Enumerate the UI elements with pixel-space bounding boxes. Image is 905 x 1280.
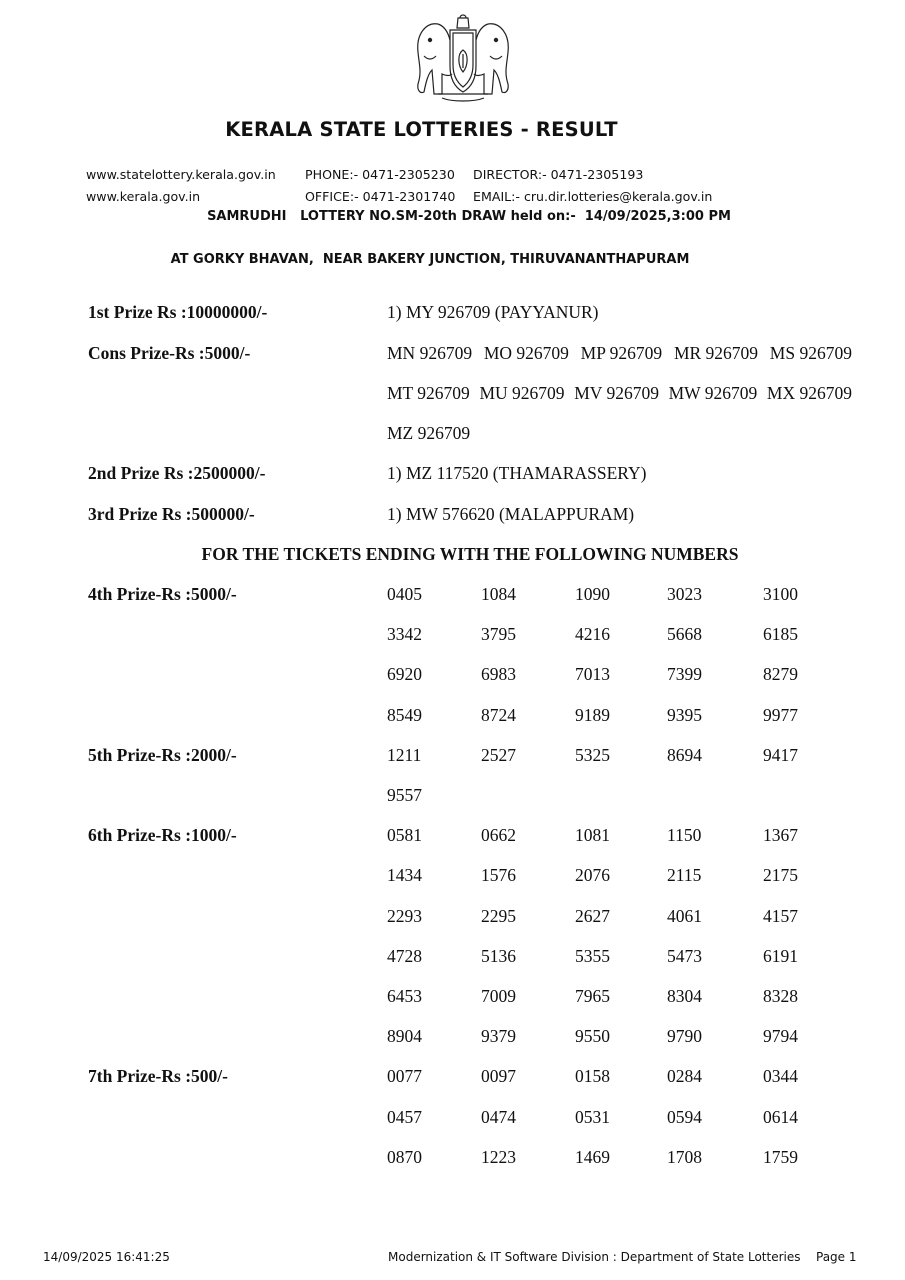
- winning-number: 2076: [575, 865, 610, 886]
- prize-label: 6th Prize-Rs :1000/-: [88, 825, 237, 846]
- winning-number: 4728: [387, 945, 422, 966]
- cons-prize-label: Cons Prize-Rs :5000/-: [88, 343, 251, 363]
- winning-number: 8724: [481, 704, 516, 725]
- cons-ticket-number: MZ 926709: [387, 423, 471, 443]
- draw-info: SAMRUDHI LOTTERY NO.SM-20th DRAW held on:- 14/09/2025,3:00 PM: [207, 209, 731, 224]
- winning-number: 6920: [387, 664, 422, 685]
- winning-number: 2627: [575, 905, 610, 926]
- winning-number: 2293: [387, 905, 422, 926]
- winning-number: 0474: [481, 1106, 516, 1127]
- winning-number: 7965: [575, 986, 610, 1006]
- third-prize-label: 3rd Prize Rs :500000/-: [88, 504, 255, 524]
- footer-division: Modernization & IT Software Division : Department of State Lotteries: [388, 1250, 801, 1264]
- director-number: DIRECTOR:- 0471-2305193: [473, 167, 644, 182]
- winning-number: 0097: [481, 1066, 516, 1087]
- winning-number: 9557: [387, 785, 422, 805]
- website-link[interactable]: www.kerala.gov.in: [86, 189, 201, 204]
- winning-number: 4157: [763, 905, 798, 926]
- winning-number: 0531: [575, 1106, 610, 1127]
- winning-number: 6185: [763, 624, 798, 645]
- winning-number: 7009: [481, 986, 516, 1006]
- winning-number: 3023: [667, 584, 702, 604]
- prize-label: 5th Prize-Rs :2000/-: [88, 744, 237, 765]
- prize-label: 7th Prize-Rs :500/-: [88, 1066, 228, 1087]
- third-prize-value: 1) MW 576620 (MALAPPURAM): [387, 504, 635, 524]
- cons-ticket-number: MS 926709: [769, 343, 852, 363]
- winning-number: 9790: [667, 1026, 702, 1047]
- winning-number: 4216: [575, 624, 610, 645]
- winning-number: 8549: [387, 704, 422, 725]
- winning-number: 9189: [575, 704, 610, 725]
- first-prize-label: 1st Prize Rs :10000000/-: [88, 302, 268, 322]
- winning-number: 0581: [387, 825, 422, 846]
- winning-number: 1576: [481, 865, 516, 886]
- winning-number: 8904: [387, 1026, 422, 1047]
- winning-number: 6453: [387, 986, 422, 1006]
- winning-number: 1084: [481, 584, 516, 604]
- winning-number: 6983: [481, 664, 516, 685]
- winning-number: 0405: [387, 584, 422, 604]
- winning-number: 8279: [763, 664, 798, 685]
- winning-number: 4061: [667, 905, 702, 926]
- cons-prize-row: [387, 343, 852, 364]
- winning-number: 9395: [667, 704, 702, 725]
- cons-ticket-number: MV 926709: [574, 383, 659, 403]
- winning-number: 9550: [575, 1026, 610, 1047]
- winning-number: 0077: [387, 1066, 422, 1087]
- footer-page-number: Page 1: [816, 1250, 857, 1264]
- winning-number: 7013: [575, 664, 610, 685]
- winning-number: 0870: [387, 1146, 422, 1167]
- winning-number: 5473: [667, 945, 702, 966]
- winning-number: 5355: [575, 945, 610, 966]
- winning-number: 1367: [763, 825, 798, 846]
- cons-ticket-number: MX 926709: [766, 383, 852, 403]
- winning-number: 0594: [667, 1106, 702, 1127]
- winning-number: 6191: [763, 945, 798, 966]
- footer-timestamp: 14/09/2025 16:41:25: [43, 1250, 170, 1264]
- winning-number: 5668: [667, 624, 702, 645]
- winning-number: 0614: [763, 1106, 798, 1127]
- winning-number: 1211: [387, 744, 422, 765]
- winning-number: 7399: [667, 664, 702, 685]
- winning-number: 2115: [667, 865, 702, 886]
- winning-number: 9379: [481, 1026, 516, 1047]
- winning-number: 0344: [763, 1066, 798, 1087]
- cons-ticket-number: MU 926709: [479, 383, 565, 403]
- cons-ticket-number: MP 926709: [580, 343, 663, 363]
- first-prize-value: 1) MY 926709 (PAYYANUR): [387, 302, 599, 322]
- cons-ticket-number: MW 926709: [668, 383, 758, 403]
- cons-prize-row: [387, 423, 852, 444]
- winning-number: 8304: [667, 986, 702, 1006]
- winning-number: 3795: [481, 624, 516, 645]
- winning-number: 5136: [481, 945, 516, 966]
- office-number: OFFICE:- 0471-2301740: [305, 189, 456, 204]
- kerala-emblem-icon: [408, 10, 518, 108]
- cons-prize-row: [387, 383, 852, 404]
- website-link[interactable]: www.statelottery.kerala.gov.in: [86, 167, 276, 182]
- prize-label: 4th Prize-Rs :5000/-: [88, 584, 237, 604]
- winning-number: 0662: [481, 825, 516, 846]
- winning-number: 1434: [387, 865, 422, 886]
- page-title: KERALA STATE LOTTERIES - RESULT: [225, 118, 618, 141]
- winning-number: 3342: [387, 624, 422, 645]
- cons-ticket-number: MT 926709: [387, 383, 470, 403]
- cons-ticket-number: MR 926709: [673, 343, 759, 363]
- winning-number: 1759: [763, 1146, 798, 1167]
- winning-number: 8328: [763, 986, 798, 1006]
- second-prize-value: 1) MZ 117520 (THAMARASSERY): [387, 463, 647, 483]
- winning-number: 2527: [481, 744, 516, 765]
- venue-info: AT GORKY BHAVAN, NEAR BAKERY JUNCTION, THIRUVANANTHAPURAM: [170, 252, 690, 267]
- email-address[interactable]: EMAIL:- cru.dir.lotteries@kerala.gov.in: [473, 189, 713, 204]
- winning-number: 5325: [575, 744, 610, 765]
- winning-number: 1223: [481, 1146, 516, 1167]
- section-heading: FOR THE TICKETS ENDING WITH THE FOLLOWING NUMBERS: [201, 544, 739, 564]
- winning-number: 0284: [667, 1066, 702, 1087]
- winning-number: 9417: [763, 744, 798, 765]
- winning-number: 9794: [763, 1026, 798, 1047]
- second-prize-label: 2nd Prize Rs :2500000/-: [88, 463, 266, 483]
- cons-ticket-number: MO 926709: [483, 343, 569, 363]
- winning-number: 2295: [481, 905, 516, 926]
- cons-ticket-number: MN 926709: [387, 343, 473, 363]
- winning-number: 3100: [763, 584, 798, 604]
- winning-number: 2175: [763, 865, 798, 886]
- winning-number: 1150: [667, 825, 702, 846]
- phone-number: PHONE:- 0471-2305230: [305, 167, 455, 182]
- winning-number: 1469: [575, 1146, 610, 1167]
- winning-number: 0158: [575, 1066, 610, 1087]
- winning-number: 9977: [763, 704, 798, 725]
- winning-number: 0457: [387, 1106, 422, 1127]
- winning-number: 1708: [667, 1146, 702, 1167]
- winning-number: 1081: [575, 825, 610, 846]
- winning-number: 8694: [667, 744, 702, 765]
- winning-number: 1090: [575, 584, 610, 604]
